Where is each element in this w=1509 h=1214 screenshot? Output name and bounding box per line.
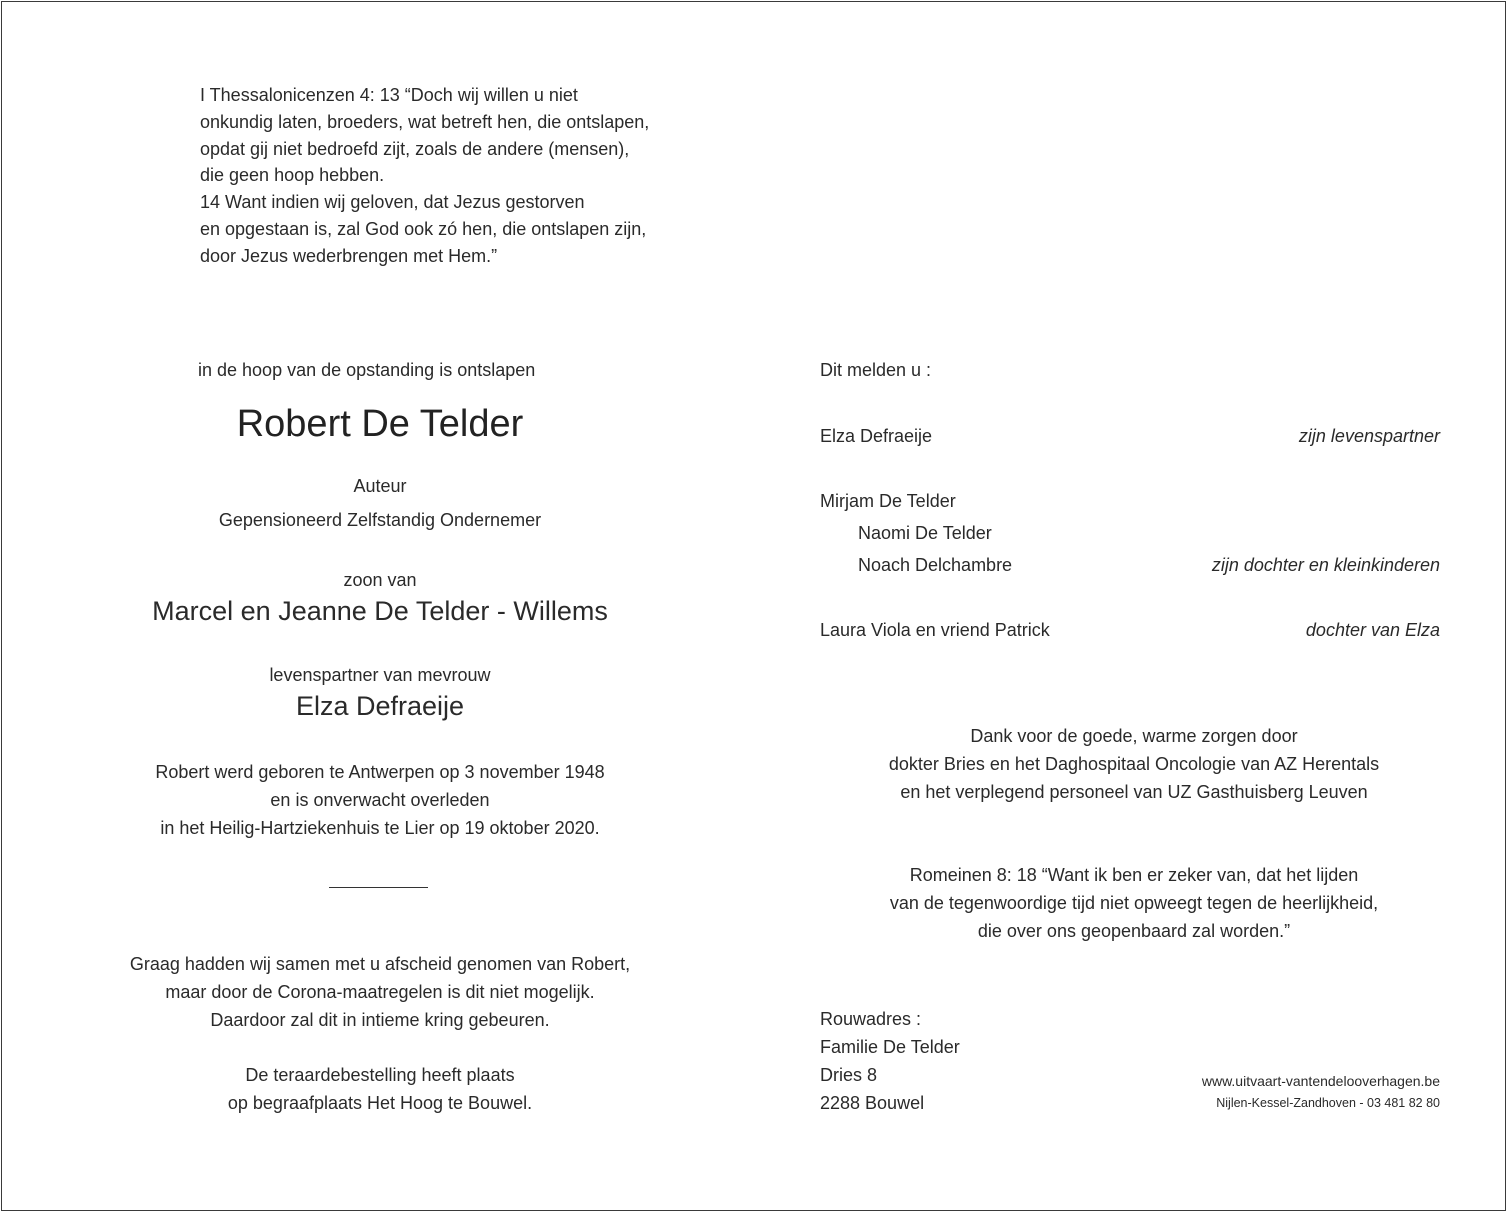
- verse-line: I Thessalonicenzen 4: 13 “Doch wij willen u niet: [200, 85, 578, 105]
- verse-line: die geen hoop hebben.: [200, 165, 385, 186]
- family-name: Mirjam De Telder: [820, 491, 956, 511]
- romans-line: die over ons geopenbaard zal worden.”: [977, 921, 1291, 941]
- announce-text: Dit melden u :: [820, 360, 932, 380]
- thanks-line: dokter Bries en het Daghospitaal Oncologie van AZ Herentals: [888, 754, 1380, 774]
- farewell-line: Graag hadden wij samen met u afscheid genomen van Robert,: [129, 954, 631, 974]
- intro-text: in de hoop van de opstanding is ontslapen: [198, 360, 536, 380]
- bible-verse-romans: [772, 861, 1496, 945]
- family-name: Laura Viola en vriend Patrick: [820, 620, 1050, 640]
- family-relation: zijn levenspartner: [1298, 426, 1440, 446]
- thanks-text: [772, 722, 1496, 806]
- verse-line: 14 Want indien wij geloven, dat Jezus gestorven: [200, 192, 585, 213]
- verse-line: door Jezus wederbrengen met Hem.”: [200, 245, 498, 266]
- thanks-line: Dank voor de goede, warme zorgen door: [970, 726, 1298, 746]
- birth-line: Robert werd geboren te Antwerpen op 3 november 1948: [155, 762, 605, 782]
- address-line: Dries 8: [820, 1065, 878, 1085]
- partner-name: Elza Defraeije: [295, 691, 465, 721]
- profession-entrepreneur: Gepensioneerd Zelfstandig Ondernemer: [218, 510, 542, 530]
- farewell-line: maar door de Corona-maatregelen is dit niet mogelijk.: [165, 982, 595, 1002]
- partner-label: levenspartner van mevrouw: [269, 665, 491, 685]
- verse-line: opdat gij niet bedroefd zijt, zoals de andere (mensen),: [200, 138, 630, 159]
- bible-verse-thessalonians: [200, 82, 649, 270]
- son-of-label: zoon van: [343, 570, 417, 590]
- family-relation: zijn dochter en kleinkinderen: [1211, 555, 1440, 575]
- romans-line: Romeinen 8: 18 “Want ik ben er zeker van, dat het lijden: [909, 865, 1359, 885]
- burial-text: [2, 1061, 758, 1117]
- parents-names: Marcel en Jeanne De Telder - Willems: [152, 596, 608, 626]
- verse-line: en opgestaan is, zal God ook zó hen, die ontslapen zijn,: [200, 218, 647, 239]
- address-line: Familie De Telder: [820, 1037, 960, 1057]
- farewell-text: [2, 950, 758, 1034]
- address-line: 2288 Bouwel: [820, 1093, 925, 1113]
- separator-line: [329, 887, 428, 888]
- birth-line: in het Heilig-Hartziekenhuis te Lier op 19 oktober 2020.: [160, 818, 600, 838]
- birth-line: en is onverwacht overleden: [270, 790, 490, 810]
- deceased-name: Robert De Telder: [236, 403, 524, 445]
- profession-author: Auteur: [353, 476, 407, 496]
- address-line: Rouwadres :: [820, 1009, 922, 1029]
- family-relation: dochter van Elza: [1305, 620, 1440, 640]
- burial-line: De teraardebestelling heeft plaats: [245, 1065, 515, 1085]
- farewell-line: Daardoor zal dit in intieme kring gebeuren.: [210, 1010, 550, 1030]
- romans-line: van de tegenwoordige tijd niet opweegt tegen de heerlijkheid,: [889, 893, 1379, 913]
- funeral-home-website: www.uitvaart-vantendelooverhagen.be: [1201, 1073, 1440, 1089]
- funeral-home-contact: Nijlen-Kessel-Zandhoven - 03 481 82 80: [1216, 1096, 1440, 1110]
- birth-death-text: [2, 758, 758, 842]
- mourning-address: [820, 1005, 960, 1117]
- family-name: Noach Delchambre: [858, 555, 1013, 575]
- burial-line: op begraafplaats Het Hoog te Bouwel.: [227, 1093, 533, 1113]
- memorial-card: [1, 1, 1506, 1211]
- family-name: Naomi De Telder: [858, 523, 992, 543]
- family-name: Elza Defraeije: [820, 426, 933, 446]
- thanks-line: en het verplegend personeel van UZ Gasthuisberg Leuven: [900, 782, 1368, 802]
- verse-line: onkundig laten, broeders, wat betreft hen, die ontslapen,: [200, 111, 650, 132]
